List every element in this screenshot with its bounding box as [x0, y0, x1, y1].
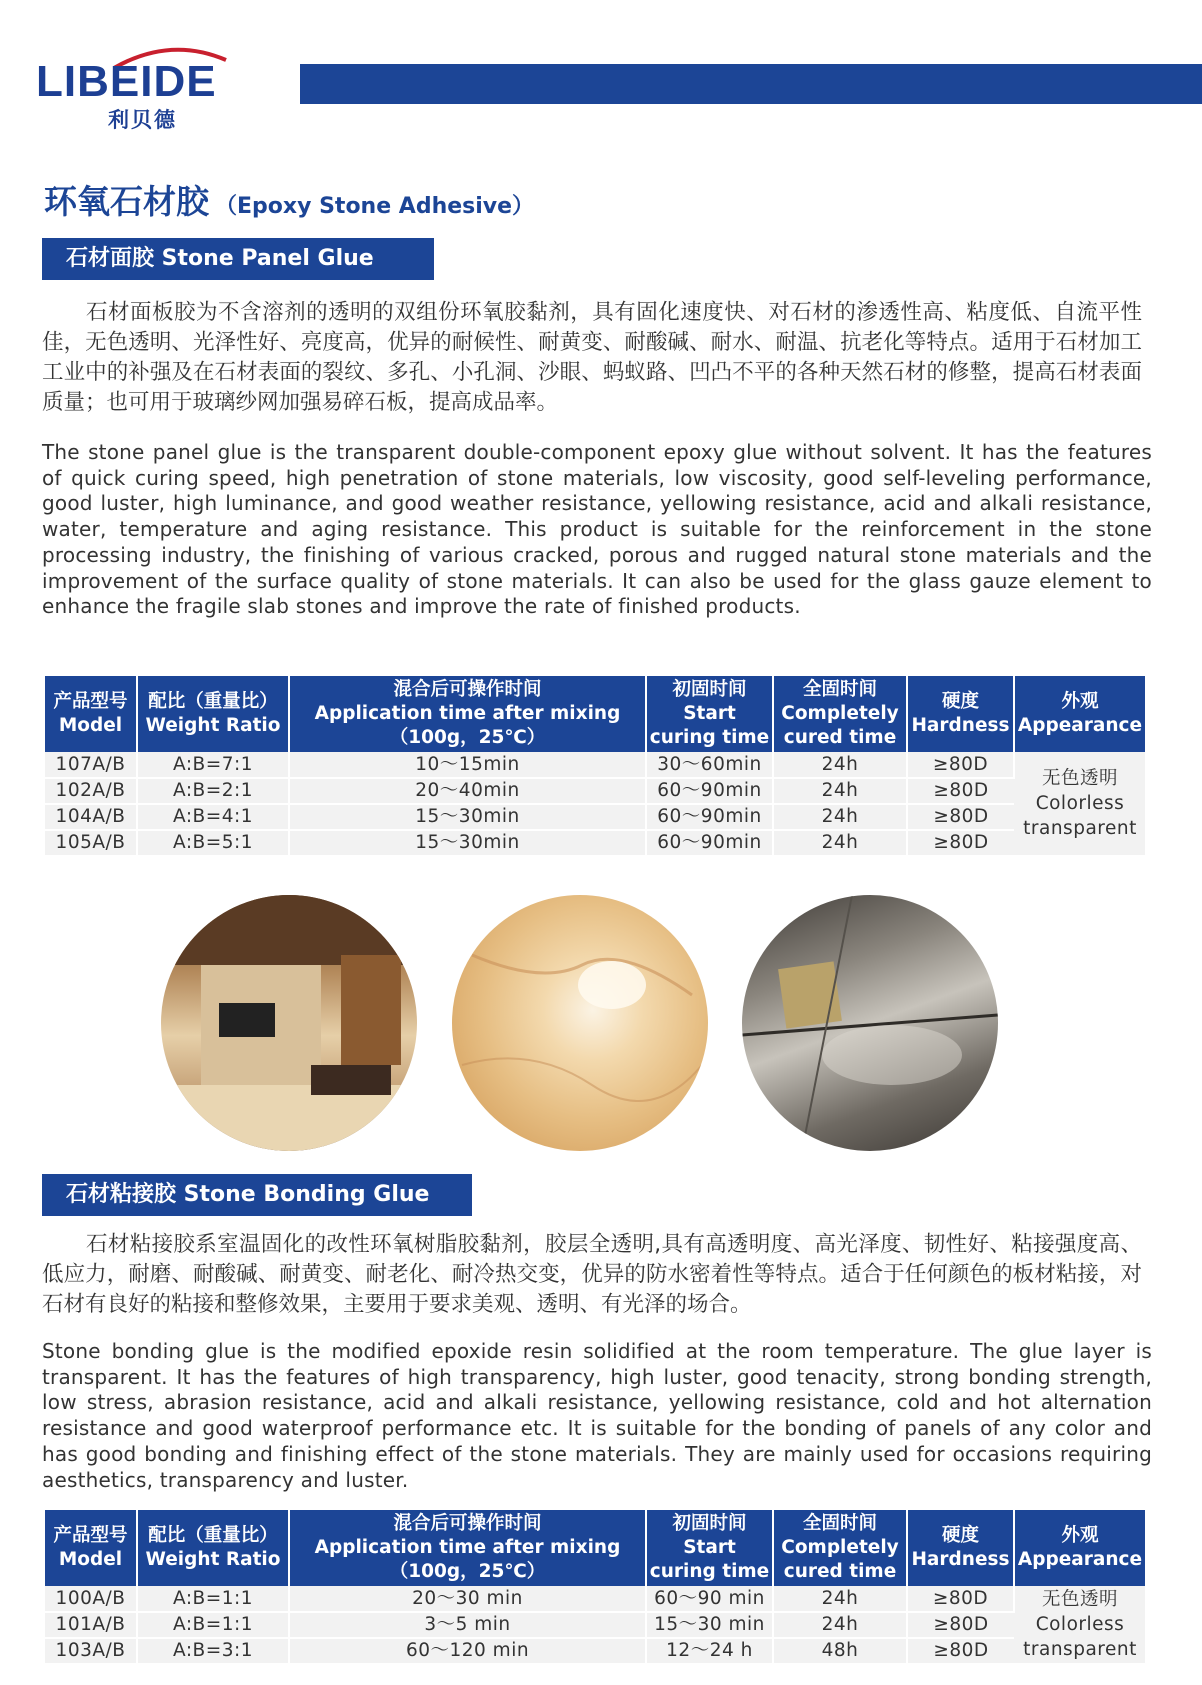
col-hardness: 硬度 Hardness [907, 676, 1014, 752]
page-title-cn: 环氧石材胶 [44, 182, 209, 221]
table-row [45, 778, 1145, 804]
cell-cured-time: 24h [773, 804, 907, 830]
living-room-photo [161, 895, 417, 1151]
table-row [45, 830, 1145, 856]
cell-ratio: A:B=3:1 [137, 1638, 289, 1664]
col-weight-ratio: 配比（重量比） Weight Ratio [137, 676, 289, 752]
brand-logo [36, 38, 266, 132]
col-application-time: 混合后可操作时间 Application time after mixing （100g，25℃） [289, 676, 646, 752]
glue-application-photo [742, 895, 998, 1151]
bonding-glue-description-en: Stone bonding glue is the modified epoxide resin solidified at the room temperature. The glue layer is transparent. It has the features of high transparency, high luster, good tenacity, strong bonding strength, low stress, abrasion resistance, acid and alkali resistance, yellowing resistance, cold and hot alternation resistance and good waterproof performance etc. It is suitable for the bonding of panels of any color and has good bonding and finishing effect of the stone materials. They are mainly used for occasions requiring aesthetics, transparency and luster. [42, 1339, 1152, 1492]
cell-hardness: ≥80D [907, 830, 1014, 856]
bonding-glue-description-cn: 石材粘接胶系室温固化的改性环氧树脂胶黏剂，胶层全透明,具有高透明度、高光泽度、韧性好、粘接强度高、低应力，耐磨、耐酸碱、耐黄变、耐老化、耐冷热交变，优异的防水密着性等特点。适合于任何颜色的板材粘接，对石材有良好的粘接和整修效果，主要用于要求美观、透明、有光泽的场合。 [42, 1232, 1142, 1317]
col-start-curing: 初固时间 Start curing time [646, 1510, 773, 1586]
cell-cured-time: 24h [773, 830, 907, 856]
table-row [45, 1612, 1145, 1638]
cell-hardness: ≥80D [907, 804, 1014, 830]
cell-model: 103A/B [45, 1638, 137, 1664]
cell-cured-time: 24h [773, 1586, 907, 1612]
cell-ratio: A:B=4:1 [137, 804, 289, 830]
table-header-row [45, 1510, 1145, 1586]
table-header-row [45, 676, 1145, 752]
logo-chinese-name: 利贝德 [108, 108, 177, 132]
cell-app-time: 10～15min [289, 752, 646, 778]
cell-hardness: ≥80D [907, 1638, 1014, 1664]
cell-model: 102A/B [45, 778, 137, 804]
cell-model: 105A/B [45, 830, 137, 856]
table-row [45, 1638, 1145, 1664]
cell-cured-time: 24h [773, 778, 907, 804]
cell-start-time: 60～90min [646, 830, 773, 856]
cell-app-time: 15～30min [289, 804, 646, 830]
logo-text: LIBEIDE [36, 57, 217, 106]
col-hardness: 硬度 Hardness [907, 1510, 1014, 1586]
section-tab-panel-glue: 石材面胶 Stone Panel Glue [42, 238, 434, 280]
cell-start-time: 30～60min [646, 752, 773, 778]
col-model: 产品型号 Model [45, 676, 137, 752]
col-appearance: 外观 Appearance [1014, 676, 1145, 752]
cell-start-time: 15～30 min [646, 1612, 773, 1638]
table-row [45, 1586, 1145, 1612]
page-title [44, 176, 534, 223]
cell-cured-time: 48h [773, 1638, 907, 1664]
cell-start-time: 60～90 min [646, 1586, 773, 1612]
panel-glue-spec-table [45, 676, 1145, 857]
cell-model: 100A/B [45, 1586, 137, 1612]
panel-glue-description-en: The stone panel glue is the transparent double-component epoxy glue without solvent. It has the features of quick curing speed, high penetration of stone materials, low viscosity, good self-leveling performance, good luster, high luminance, and good weather resistance, yellowing resistance, acid and alkali resistance, water, temperature and aging resistance. This product is suitable for the reinforcement in the stone processing industry, the finishing of various cracked, porous and rugged natural stone materials and the improvement of the surface quality of stone materials. It can also be used for the glass gauze element to enhance the fragile slab stones and improve the rate of finished products. [42, 440, 1152, 619]
cell-start-time: 60～90min [646, 778, 773, 804]
cell-cured-time: 24h [773, 752, 907, 778]
page-title-en: （Epoxy Stone Adhesive） [215, 194, 535, 219]
cell-appearance: 无色透明 Colorless transparent [1014, 1586, 1145, 1664]
cell-model: 104A/B [45, 804, 137, 830]
col-weight-ratio: 配比（重量比） Weight Ratio [137, 1510, 289, 1586]
bonding-glue-spec-table [45, 1510, 1145, 1665]
cell-start-time: 12～24 h [646, 1638, 773, 1664]
panel-glue-description-cn: 石材面板胶为不含溶剂的透明的双组份环氧胶黏剂，具有固化速度快、对石材的渗透性高、粘度低、自流平性佳，无色透明、光泽性好、亮度高，优异的耐候性、耐黄变、耐酸碱、耐水、耐温、抗老化等特点。适用于石材加工工业中的补强及在石材表面的裂纹、多孔、小孔洞、沙眼、蚂蚁路、凹凸不平的各种天然石材的修整，提高石材表面质量；也可用于玻璃纱网加强易碎石板，提高成品率。 [42, 300, 1142, 415]
cell-ratio: A:B=7:1 [137, 752, 289, 778]
cell-app-time: 20～40min [289, 778, 646, 804]
cell-cured-time: 24h [773, 1612, 907, 1638]
header-bar [300, 64, 1202, 104]
col-completely-cured: 全固时间 Completely cured time [773, 676, 907, 752]
cell-app-time: 60～120 min [289, 1638, 646, 1664]
table-row [45, 752, 1145, 778]
cell-ratio: A:B=2:1 [137, 778, 289, 804]
cell-hardness: ≥80D [907, 778, 1014, 804]
section-tab-bonding-glue: 石材粘接胶 Stone Bonding Glue [42, 1174, 472, 1216]
cell-app-time: 15～30min [289, 830, 646, 856]
table-row [45, 804, 1145, 830]
cell-hardness: ≥80D [907, 752, 1014, 778]
cell-ratio: A:B=5:1 [137, 830, 289, 856]
col-start-curing: 初固时间 Start curing time [646, 676, 773, 752]
cell-ratio: A:B=1:1 [137, 1586, 289, 1612]
col-appearance: 外观 Appearance [1014, 1510, 1145, 1586]
col-completely-cured: 全固时间 Completely cured time [773, 1510, 907, 1586]
cell-app-time: 3～5 min [289, 1612, 646, 1638]
cell-hardness: ≥80D [907, 1612, 1014, 1638]
cell-hardness: ≥80D [907, 1586, 1014, 1612]
cell-model: 107A/B [45, 752, 137, 778]
cell-appearance: 无色透明 Colorless transparent [1014, 752, 1145, 856]
cell-model: 101A/B [45, 1612, 137, 1638]
col-application-time: 混合后可操作时间 Application time after mixing （100g，25℃） [289, 1510, 646, 1586]
marble-stone-photo [452, 895, 708, 1151]
cell-ratio: A:B=1:1 [137, 1612, 289, 1638]
col-model: 产品型号 Model [45, 1510, 137, 1586]
cell-app-time: 20～30 min [289, 1586, 646, 1612]
cell-start-time: 60～90min [646, 804, 773, 830]
